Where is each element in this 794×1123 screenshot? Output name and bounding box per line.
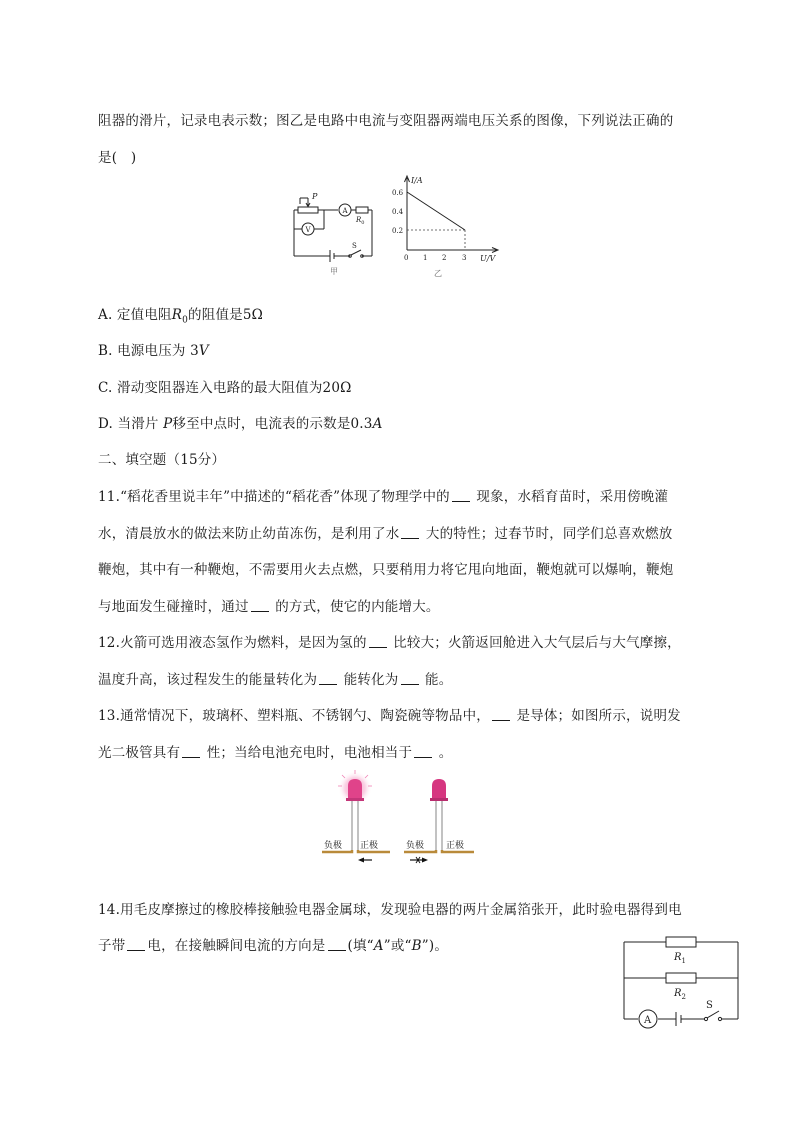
answer-blank[interactable] — [328, 938, 346, 951]
label-r1: $R_1$ — [674, 952, 686, 965]
y-axis-label: I/A — [411, 176, 423, 185]
label-r2: $R_2$ — [674, 988, 686, 1001]
answer-blank[interactable] — [369, 635, 387, 648]
q11-line-3: 鞭炮，其中有一种鞭炮，不需要用火去点燃，只要稍用力将它甩向地面，鞭炮就可以爆响，鞭炮 — [98, 562, 674, 578]
parallel-circuit-figure — [618, 934, 744, 1030]
option-c[interactable]: C. 滑动变阻器连入电路的最大阻值为20Ω — [98, 380, 352, 396]
label-ammeter-a: A — [342, 207, 348, 215]
answer-blank[interactable] — [414, 745, 432, 758]
label-switch-s: S — [706, 1000, 713, 1011]
led-right-negative-label: 负极 — [406, 841, 425, 851]
q11-line-1: 11.“稻花香里说丰年”中描述的“稻花香”体现了物理学中的 现象，水稻育苗时，采用傍晚灌 — [98, 489, 669, 505]
circuit-figure-jia — [290, 186, 390, 276]
q13-line-1: 13.通常情况下，玻璃杯、塑料瓶、不锈钢勺、陶瓷碗等物品中， 是导体；如图所示，说明发 — [98, 708, 681, 724]
option-b[interactable]: B. 电源电压为 3V — [98, 343, 209, 359]
q11-line-4: 与地面发生碰撞时，通过 的方式，使它的内能增大。 — [98, 599, 440, 615]
y-tick-0.6: 0.6 — [392, 189, 404, 197]
led-left-negative-label: 负极 — [324, 841, 343, 851]
option-d[interactable]: D. 当滑片 P移至中点时，电流表的示数是0.3A — [98, 416, 383, 432]
caption-jia: 甲 — [330, 267, 338, 276]
label-ammeter-a: A — [644, 1015, 652, 1026]
answer-blank[interactable] — [401, 672, 419, 685]
label-r0: $R_0$ — [356, 216, 365, 226]
x-axis-label: U/V — [480, 254, 496, 263]
x-tick-2: 2 — [442, 254, 447, 262]
answer-blank[interactable] — [251, 599, 269, 612]
led-left-positive-label: 正极 — [360, 841, 379, 851]
q12-line-1: 12.火箭可选用液态氢作为燃料，是因为氢的 比较大；火箭返回舱进入大气层后与大气摩擦， — [98, 635, 681, 651]
option-a[interactable]: A. 定值电阻$R_0$的阻值是5Ω — [98, 307, 264, 326]
section-title: 二、填空题（15分） — [98, 452, 226, 468]
led-right-positive-label: 正极 — [446, 841, 465, 851]
x-tick-1: 1 — [423, 254, 428, 262]
q14-line-2: 子带 电，在接触瞬间电流的方向是 (填“A”或“B”)。 — [98, 938, 449, 954]
graph-figure-yi — [392, 172, 504, 280]
q10-line-2: 是( ) — [98, 150, 137, 166]
q14-line-1: 14.用毛皮摩擦过的橡胶棒接触验电器金属球，发现验电器的两片金属箔张开，此时验电器得到电 — [98, 902, 682, 918]
answer-blank[interactable] — [319, 672, 337, 685]
answer-blank[interactable] — [452, 489, 470, 502]
label-switch-s: S — [352, 242, 357, 250]
x-tick-3: 3 — [462, 254, 467, 262]
x-tick-0: 0 — [404, 254, 409, 262]
y-tick-0.2: 0.2 — [392, 227, 404, 235]
q13-line-2: 光二极管具有 性；当给电池充电时，电池相当于 。 — [98, 745, 453, 761]
y-tick-0.4: 0.4 — [392, 208, 404, 216]
answer-blank[interactable] — [127, 938, 145, 951]
label-voltmeter-v: V — [305, 226, 311, 234]
answer-blank[interactable] — [401, 526, 419, 539]
answer-blank[interactable] — [492, 708, 510, 721]
led-figure — [318, 770, 478, 866]
label-p: P — [312, 192, 318, 201]
q12-line-2: 温度升高，该过程发生的能量转化为 能转化为 能。 — [98, 672, 453, 688]
q11-line-2: 水，清晨放水的做法来防止幼苗冻伤，是利用了水 大的特性；过春节时，同学们总喜欢燃放 — [98, 526, 673, 542]
caption-yi: 乙 — [434, 269, 442, 278]
q10-line-1: 阻器的滑片，记录电表示数；图乙是电路中电流与变阻器两端电压关系的图像，下列说法正确的 — [98, 113, 674, 129]
answer-blank[interactable] — [182, 745, 200, 758]
